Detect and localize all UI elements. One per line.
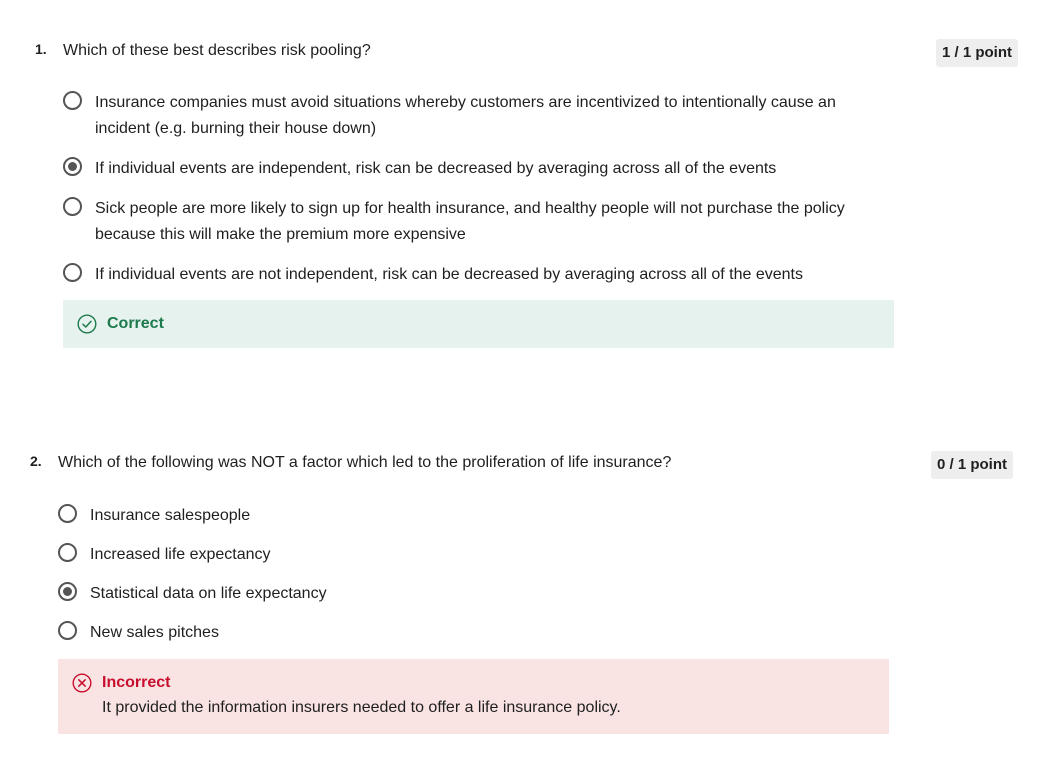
points-badge: 0 / 1 point	[931, 451, 1013, 479]
answer-option-label: Statistical data on life expectancy	[90, 585, 327, 602]
radio-button-selected[interactable]	[58, 582, 77, 601]
feedback-status: Incorrect	[102, 674, 171, 691]
answer-option-label: Sick people are more likely to sign up for health insurance, and healthy people will not purchase the policy because this will make the premium more expensive	[95, 200, 845, 243]
answer-option-label: If individual events are independent, risk can be decreased by averaging across all of the events	[95, 160, 777, 177]
question-2	[30, 452, 1020, 716]
answer-option[interactable]	[58, 542, 888, 568]
radio-button-selected[interactable]	[63, 157, 82, 176]
radio-button[interactable]	[63, 263, 82, 282]
feedback-explanation: It provided the information insurers needed to offer a life insurance policy.	[102, 699, 621, 716]
radio-button[interactable]	[63, 91, 82, 110]
answer-option-label: New sales pitches	[90, 624, 219, 641]
radio-button[interactable]	[58, 504, 77, 523]
radio-button[interactable]	[63, 197, 82, 216]
question-number: 1.	[35, 41, 47, 57]
answer-option[interactable]	[63, 90, 893, 142]
answer-options	[63, 90, 893, 302]
answer-option[interactable]	[58, 503, 888, 529]
question-header	[35, 40, 1025, 68]
answer-option[interactable]	[58, 581, 888, 607]
feedback-incorrect	[58, 659, 889, 734]
answer-option[interactable]	[63, 156, 893, 182]
answer-option-label: Increased life expectancy	[90, 546, 271, 563]
answer-option-label: Insurance companies must avoid situations whereby customers are incentivized to intentionally cause an incident (e.g. burning their house down)	[95, 94, 836, 137]
answer-option[interactable]	[63, 196, 893, 248]
question-text: Which of the following was NOT a factor which led to the proliferation of life insurance?	[58, 454, 672, 471]
answer-option-label: If individual events are not independent, risk can be decreased by averaging across all of the events	[95, 266, 803, 283]
x-circle-icon	[72, 673, 92, 693]
question-1	[35, 40, 1025, 332]
points-badge: 1 / 1 point	[936, 39, 1018, 67]
answer-options	[58, 503, 888, 659]
answer-option[interactable]	[58, 620, 888, 646]
answer-option-label: Insurance salespeople	[90, 507, 251, 524]
radio-button[interactable]	[58, 621, 77, 640]
question-header	[30, 452, 1020, 480]
check-circle-icon	[77, 314, 97, 334]
feedback-correct	[63, 300, 894, 348]
answer-option[interactable]	[63, 262, 893, 288]
feedback-status: Correct	[107, 315, 164, 332]
question-text: Which of these best describes risk pooling?	[63, 42, 371, 59]
question-number: 2.	[30, 453, 42, 469]
radio-button[interactable]	[58, 543, 77, 562]
